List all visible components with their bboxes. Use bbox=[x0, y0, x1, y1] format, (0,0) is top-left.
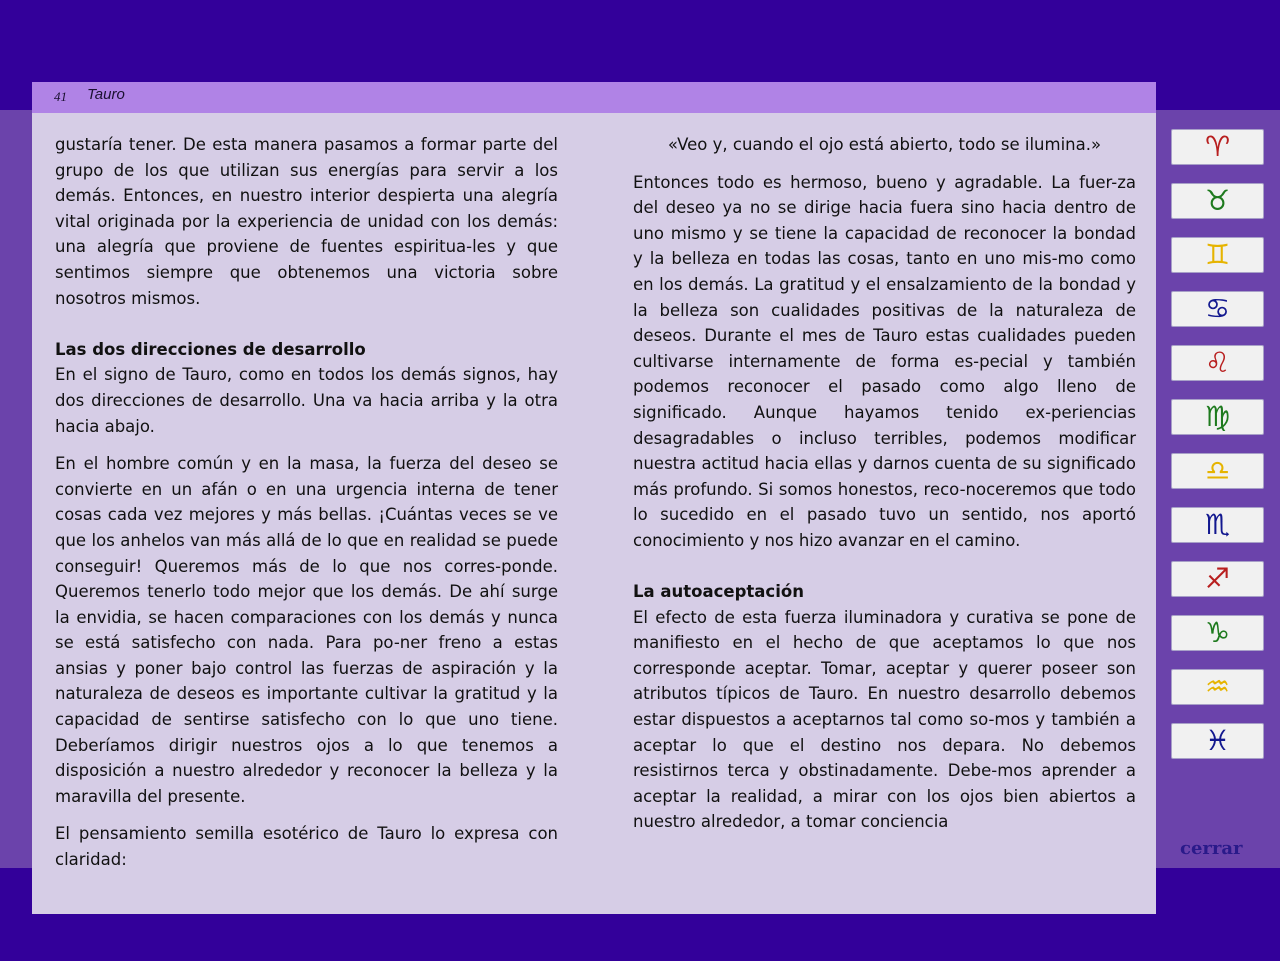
aries-icon: ♈ bbox=[1204, 130, 1231, 163]
section-heading: La autoaceptación bbox=[633, 582, 804, 602]
zodiac-button-aquarius[interactable] bbox=[1171, 669, 1264, 705]
zodiac-button-pisces[interactable] bbox=[1171, 723, 1264, 759]
zodiac-button-libra[interactable] bbox=[1171, 453, 1264, 489]
zodiac-button-leo[interactable] bbox=[1171, 345, 1264, 381]
sagittarius-icon: ♐ bbox=[1204, 562, 1231, 595]
zodiac-button-taurus[interactable] bbox=[1171, 183, 1264, 219]
scorpio-icon: ♏ bbox=[1204, 508, 1231, 541]
libra-icon: ♎ bbox=[1204, 454, 1231, 487]
pisces-icon: ♓ bbox=[1204, 724, 1231, 757]
zodiac-button-sagittarius[interactable] bbox=[1171, 561, 1264, 597]
page-number: 41 bbox=[54, 89, 67, 104]
book-page bbox=[32, 82, 1156, 914]
zodiac-button-capricorn[interactable] bbox=[1171, 615, 1264, 651]
seed-thought-quote: «Veo y, cuando el ojo está abierto, todo se ilumina.» bbox=[667, 135, 1102, 154]
cancer-icon: ♋ bbox=[1204, 292, 1231, 325]
section-heading: Las dos direcciones de desarrollo bbox=[55, 339, 366, 359]
zodiac-button-aries[interactable] bbox=[1171, 129, 1264, 165]
paragraph: El efecto de esta fuerza iluminadora y curativa se pone de manifiesto en el hecho de que aceptamos lo que nos corresponde aceptar. Tomar, aceptar y querer poseer son atributos típicos de Tauro. En nuestro desarrollo debemos estar dispuestos a aceptarnos tal como so-mos y también a aceptar lo que el destino nos depara. No debemos resistirnos terca y obstinadamente. Debe-mos aprender a aceptar la realidad, a mirar con los ojos bien abiertos a nuestro alrededor, a tomar conciencia bbox=[633, 607, 1136, 832]
paragraph: Entonces todo es hermoso, bueno y agradable. La fuer-za del deseo ya no se dirige hacia fuera sino hacia dentro de uno mismo y se tiene la capacidad de reconocer la bondad y la belleza en todas las cosas, tanto en uno mis-mo como en los demás. La gratitud y el ensalzamiento de la bondad y la belleza son cualidades positivas de la naturaleza de deseos. Durante el mes de Tauro estas cualidades pueden cultivarse internamente de forma es-pecial y también podemos reconocer el pasado como algo lleno de significado. Aunque hayamos tenido ex-periencias desagradables o incluso terribles, podemos modificar nuestra actitud hacia ellas y darnos cuenta de su significado más profundo. Si somos honestos, reco-noceremos que todo lo sucedido en el pasado tuvo un sentido, nos aportó conocimiento y nos hizo avanzar en el camino. bbox=[633, 172, 1136, 550]
zodiac-button-gemini[interactable] bbox=[1171, 237, 1264, 273]
paragraph: En el hombre común y en la masa, la fuerza del deseo se convierte en un afán o en una urgencia interna de tener cosas cada vez mejores y más bellas. ¡Cuántas veces se ve que los anhelos van más allá de lo que en realidad se puede conseguir! Queremos más de lo que nos corres-ponde. Queremos tenerlo todo mejor que los demás. De ahí surge la envidia, se hacen comparaciones con los demás y nunca se está satisfecho con nada. Para po-ner freno a estas ansias y poner bajo control las fuerzas de aspiración y la naturaleza de deseos es importante cultivar la gratitud y la capacidad de sentirse satisfecho con lo que uno tiene. Deberíamos dirigir nuestros ojos a lo que tenemos a disposición a nuestro alrededor y reconocer la belleza y la maravilla del presente. bbox=[55, 454, 558, 806]
zodiac-navigation bbox=[1171, 129, 1266, 777]
right-column bbox=[633, 132, 1136, 835]
paragraph: En el signo de Tauro, como en todos los demás signos, hay dos direcciones de desarrollo. Una va hacia arriba y la otra hacia abajo. bbox=[55, 365, 558, 436]
page-header bbox=[32, 82, 1156, 113]
paragraph: El pensamiento semilla esotérico de Tauro lo expresa con claridad: bbox=[55, 824, 558, 870]
capricorn-icon: ♑ bbox=[1204, 616, 1231, 649]
left-column bbox=[55, 132, 558, 873]
page-section-title: Tauro bbox=[87, 86, 125, 103]
close-link[interactable]: cerrar bbox=[1180, 838, 1243, 859]
leo-icon: ♌ bbox=[1204, 346, 1231, 379]
aquarius-icon: ♒ bbox=[1204, 670, 1231, 703]
zodiac-button-virgo[interactable] bbox=[1171, 399, 1264, 435]
zodiac-button-scorpio[interactable] bbox=[1171, 507, 1264, 543]
taurus-icon: ♉ bbox=[1204, 184, 1231, 217]
gemini-icon: ♊ bbox=[1204, 238, 1231, 271]
zodiac-button-cancer[interactable] bbox=[1171, 291, 1264, 327]
paragraph: gustaría tener. De esta manera pasamos a formar parte del grupo de los que utilizan sus energías para servir a los demás. Entonces, en nuestro interior despierta una alegría vital originada por la experiencia de unidad con los demás: una alegría que proviene de fuentes espiritua-les y que sentimos siempre que obtenemos una victoria sobre nosotros mismos. bbox=[55, 135, 558, 308]
virgo-icon: ♍ bbox=[1204, 400, 1231, 433]
